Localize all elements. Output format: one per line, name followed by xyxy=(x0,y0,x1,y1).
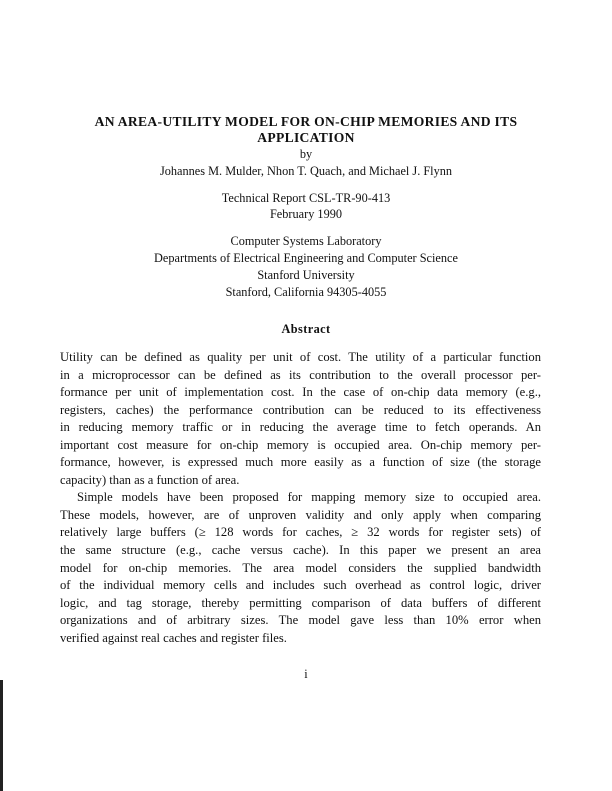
by-line: by xyxy=(299,147,313,161)
abstract-line: Utility can be defined as quality per unit of cost. The utility of a particular function xyxy=(60,350,541,364)
abstract-line: relatively large buffers (≥ 128 words for caches, ≥ 32 words for register sets) of xyxy=(60,525,541,540)
affiliation-departments: Departments of Electrical Engineering and Computer Science xyxy=(154,251,458,265)
page-number: i xyxy=(304,667,308,681)
abstract-body xyxy=(60,349,541,647)
title-line-1: AN AREA-UTILITY MODEL FOR ON-CHIP MEMORIES AND ITS xyxy=(94,114,518,129)
abstract-line: logic, and tag storage, thereby permitting comparison of data buffers of different xyxy=(60,595,541,610)
affiliation-university: Stanford University xyxy=(257,268,355,282)
affiliation-lab: Computer Systems Laboratory xyxy=(230,234,382,248)
abstract-line: capacity) than as a function of area. xyxy=(60,472,240,487)
abstract-line: formance per unit of implementation cost. In the case of on-chip data memory (e.g., xyxy=(60,385,541,400)
abstract-heading: Abstract xyxy=(281,322,331,336)
abstract-line: in a microprocessor can be defined as its contribution to the overall processor per- xyxy=(60,367,541,382)
abstract-line: organizations and of arbitrary sizes. The model gave less than 10% error when xyxy=(60,613,541,628)
title-line-2: APPLICATION xyxy=(257,130,355,145)
abstract-line: These models, however, are of unproven validity and only apply when comparing xyxy=(60,507,541,522)
authors: Johannes M. Mulder, Nhon T. Quach, and Michael J. Flynn xyxy=(159,164,453,178)
abstract-line: verified against real caches and register files. xyxy=(60,630,287,645)
abstract-line: important cost measure for on-chip memory is occupied area. On-chip memory per- xyxy=(60,437,541,452)
report-number: Technical Report CSL-TR-90-413 xyxy=(221,191,391,205)
affiliation-address: Stanford, California 94305-4055 xyxy=(225,285,387,299)
abstract-line: formance, however, is expressed much more easily as a function of size (the storage xyxy=(60,455,541,470)
abstract-line: in reducing memory traffic or in reducing the average time to fetch operands. An xyxy=(60,420,541,435)
report-date: February 1990 xyxy=(269,207,343,221)
abstract-line: of the individual memory cells and includes such overhead as control logic, driver xyxy=(60,578,541,593)
abstract-line: the same structure (e.g., cache versus cache). In this paper we present an area xyxy=(60,543,541,558)
abstract-line: Simple models have been proposed for mapping memory size to occupied area. xyxy=(77,490,541,505)
abstract-line: model for on-chip memories. The area model considers the supplied bandwidth xyxy=(60,560,541,575)
scan-edge-mark xyxy=(0,680,3,791)
abstract-line: registers, caches) the performance contribution can be reduced to its effectiveness xyxy=(60,402,541,417)
